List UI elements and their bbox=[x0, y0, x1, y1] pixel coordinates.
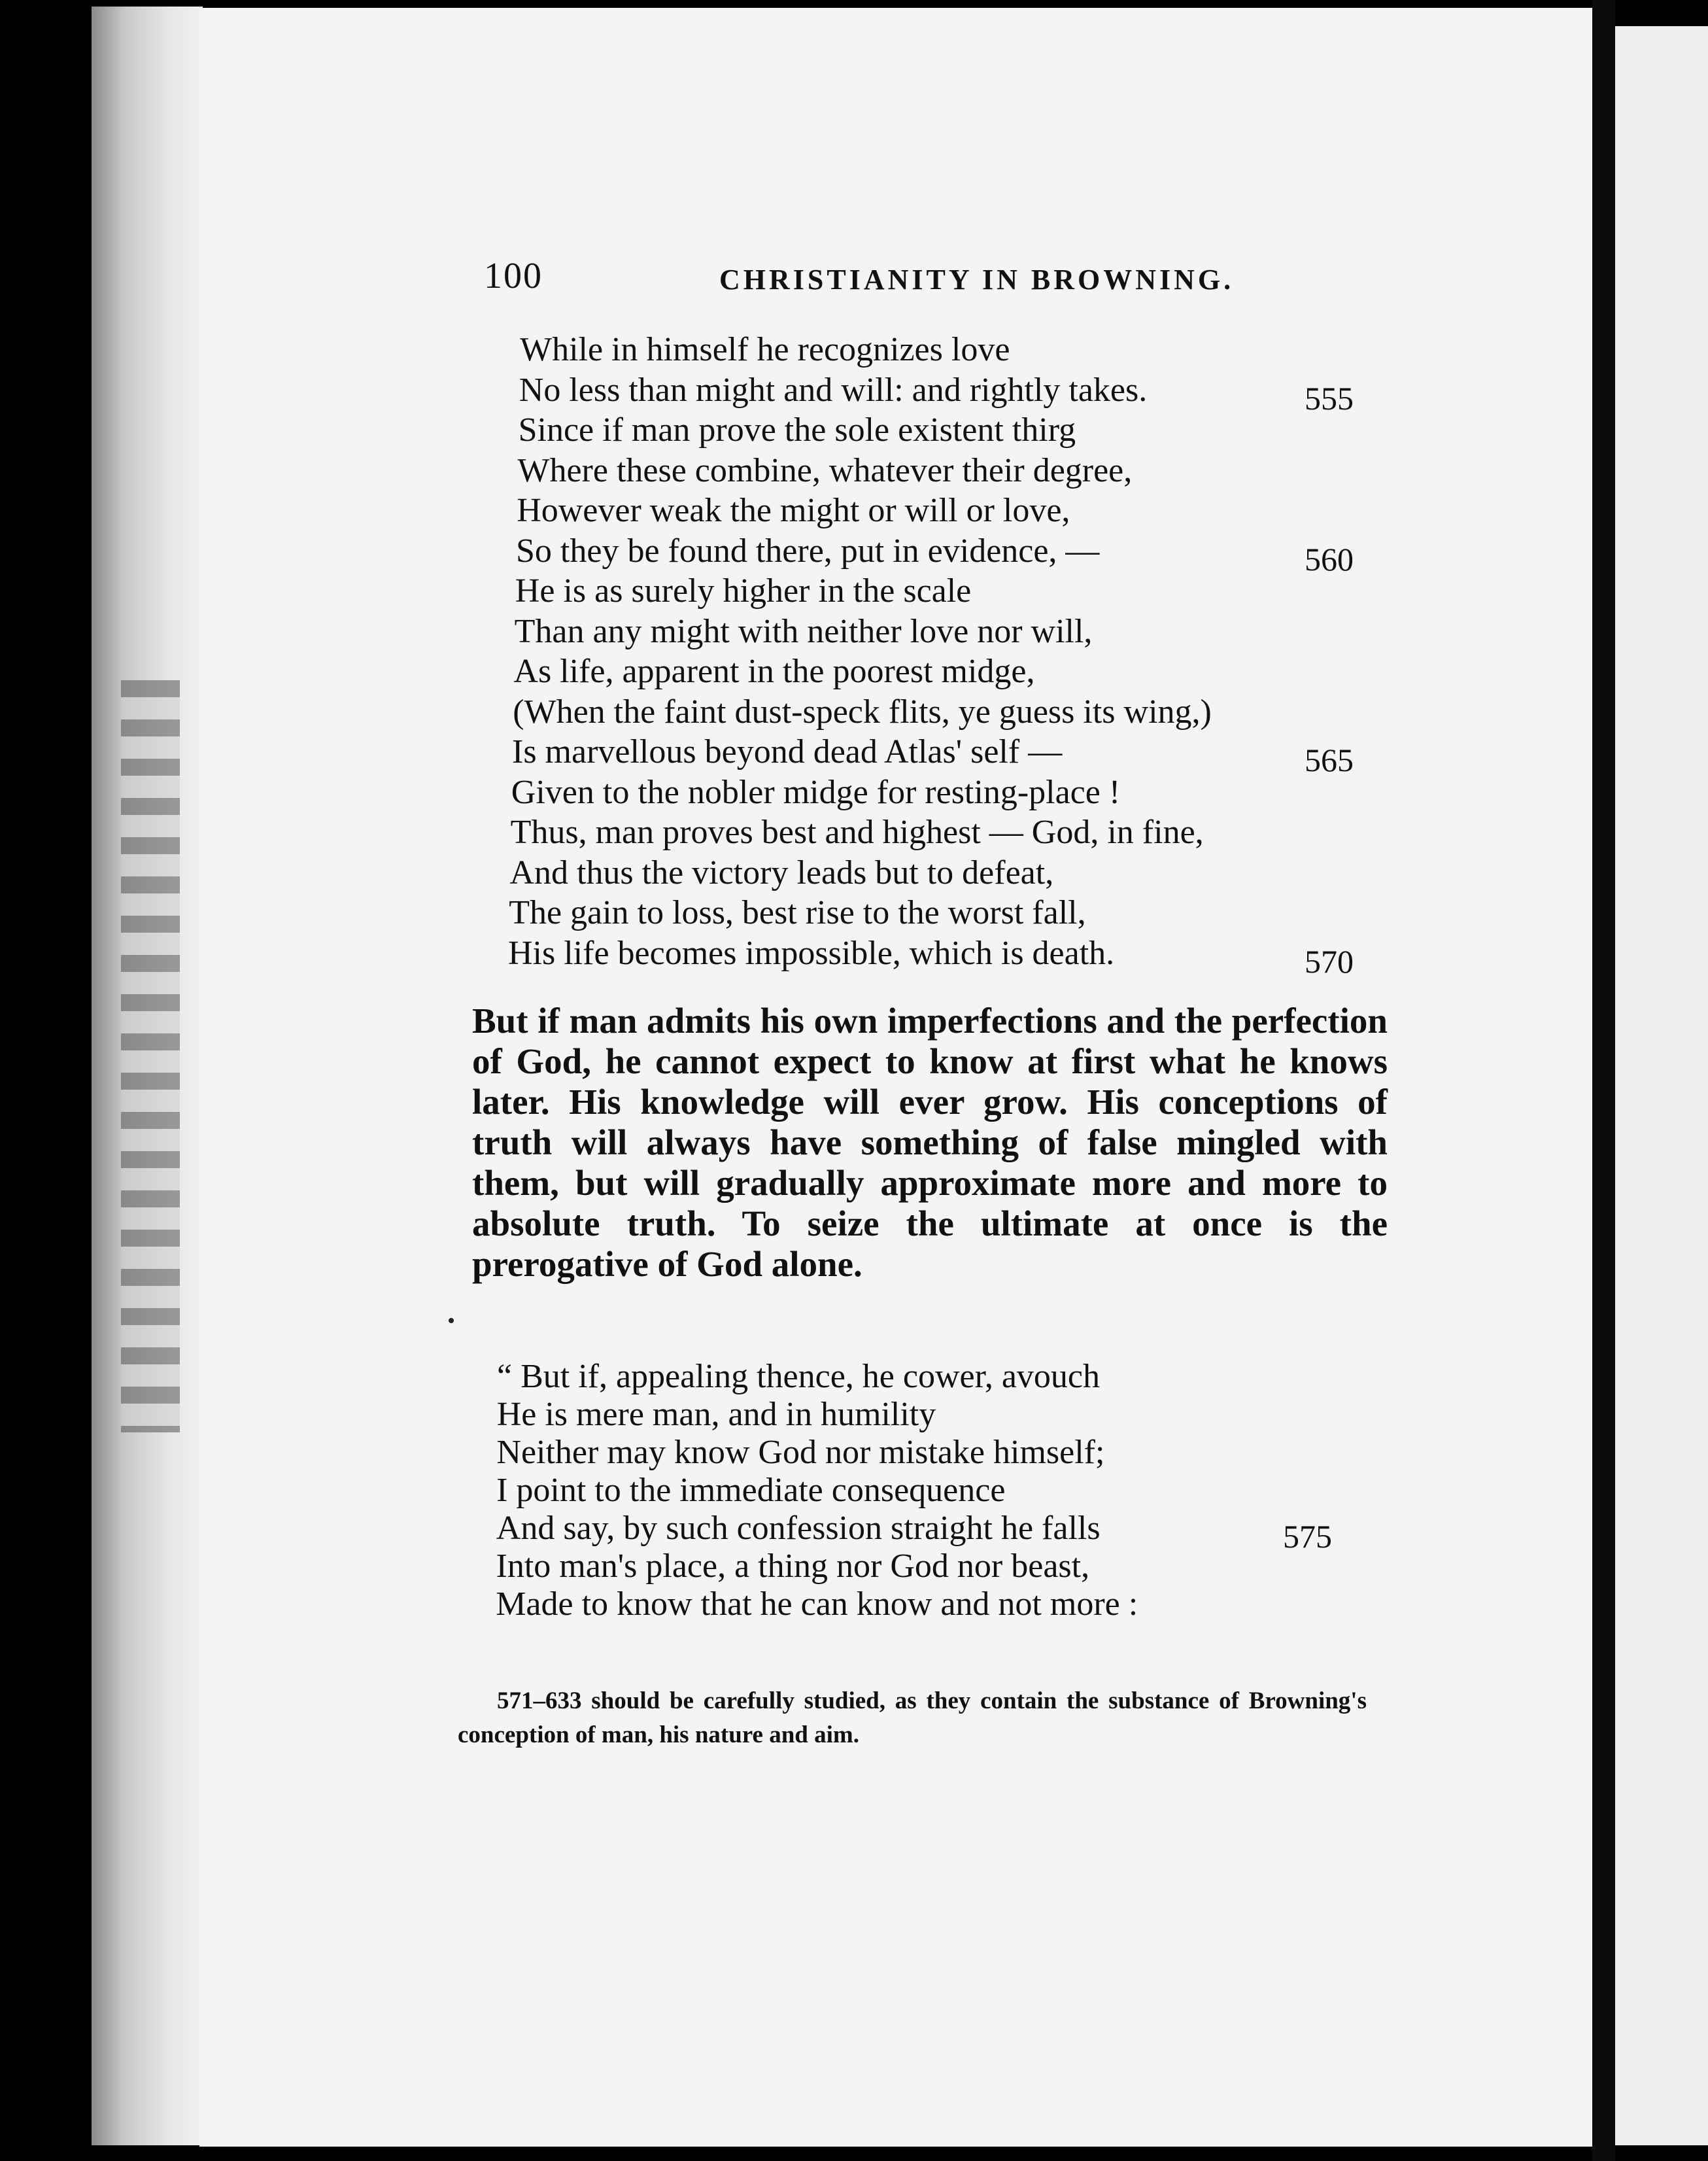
running-title: CHRISTIANITY IN BROWNING. bbox=[719, 264, 1235, 296]
verse-line: And say, by such confession straight he falls bbox=[496, 1510, 1101, 1547]
verse-line: Into man's place, a thing nor God nor beast, bbox=[496, 1547, 1090, 1585]
verse-line: Given to the nobler midge for resting-place ! bbox=[511, 773, 1121, 811]
line-number: 565 bbox=[1305, 742, 1354, 778]
running-head bbox=[484, 255, 1235, 301]
verse-line: No less than might and will: and rightly takes. bbox=[519, 371, 1148, 409]
prose-paragraph: But if man admits his own imperfections and the perfection of God, he cannot expect to know at first what he knows later. His knowledge will ever grow. His conceptions of truth will always have something of false mingled with them, but will gradually approximate more and more to absolute truth. To seize the ultimate at once is the prerogative of God alone. bbox=[472, 1001, 1388, 1284]
verse-line: (When the faint dust-speck flits, ye guess its wing,) bbox=[513, 693, 1212, 731]
page-edge-texture bbox=[121, 680, 180, 1432]
line-number: 575 bbox=[1283, 1518, 1332, 1555]
footnote: 571–633 should be carefully studied, as they contain the substance of Browning's conception of man, his nature and aim. bbox=[458, 1687, 1367, 1748]
verse-line: I point to the immediate consequence bbox=[496, 1472, 1006, 1509]
verse-line: “ But if, appealing thence, he cower, avouch bbox=[497, 1358, 1100, 1395]
verse-line: The gain to loss, best rise to the worst fall, bbox=[509, 894, 1086, 931]
verse-line: So they be found there, put in evidence, — bbox=[516, 532, 1100, 570]
page-number: 100 bbox=[484, 256, 543, 296]
verse-line: Thus, man proves best and highest — God, in fine, bbox=[510, 814, 1204, 851]
ink-speck bbox=[449, 1318, 454, 1323]
verse-line: Since if man prove the sole existent thirg bbox=[518, 411, 1076, 449]
verse-line: Than any might with neither love nor will, bbox=[514, 612, 1093, 650]
verse-line: And thus the victory leads but to defeat, bbox=[509, 854, 1054, 891]
verse-line: Made to know that he can know and not more : bbox=[496, 1585, 1138, 1623]
line-number: 570 bbox=[1305, 942, 1354, 980]
verse-line: Is marvellous beyond dead Atlas' self — bbox=[512, 733, 1063, 770]
verse-line: His life becomes impossible, which is death. bbox=[508, 934, 1115, 972]
verse-line: He is mere man, and in humility bbox=[496, 1396, 936, 1433]
verse-line: He is as surely higher in the scale bbox=[515, 572, 972, 610]
verse-line: While in himself he recognizes love bbox=[520, 331, 1010, 368]
verse-line: Neither may know God nor mistake himself; bbox=[496, 1434, 1105, 1471]
verse-line: As life, apparent in the poorest midge, bbox=[513, 653, 1035, 690]
line-number: 560 bbox=[1305, 540, 1354, 578]
facing-page-edge bbox=[1615, 26, 1708, 2145]
verse-line: However weak the might or will or love, bbox=[517, 492, 1070, 529]
line-number: 555 bbox=[1305, 379, 1354, 417]
gutter-shadow bbox=[1592, 0, 1615, 2161]
verse-line: Where these combine, whatever their degree, bbox=[517, 451, 1133, 489]
